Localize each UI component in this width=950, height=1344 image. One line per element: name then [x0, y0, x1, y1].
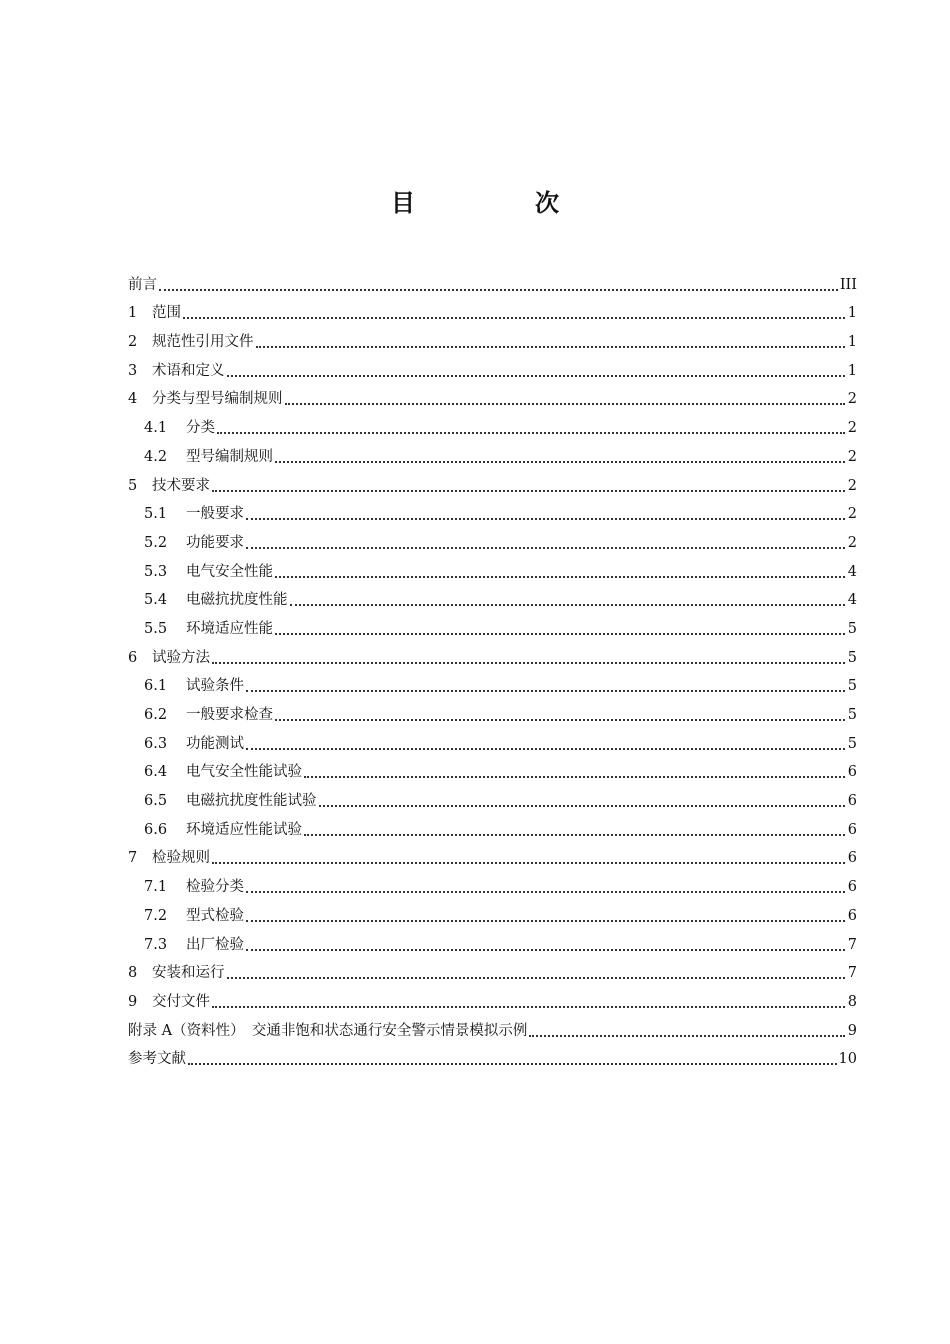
- toc-entry-page: III: [839, 276, 857, 293]
- toc-entry-title: 试验条件: [186, 678, 244, 695]
- toc-entry[interactable]: [128, 438, 857, 467]
- toc-entry-number: 7.1: [144, 879, 168, 896]
- toc-entry-page: 5: [847, 707, 857, 723]
- toc-entry-page: 8: [847, 993, 857, 1010]
- toc-entry-number: 7: [128, 850, 138, 867]
- toc-entry-title: 技术要求: [152, 477, 210, 494]
- toc-entry-page: 6: [847, 907, 857, 924]
- toc-entry-title: 环境适应性能试验: [186, 821, 302, 838]
- toc-entry-title: 一般要求检查: [186, 707, 273, 723]
- toc-entry[interactable]: [128, 582, 857, 611]
- toc-entry-title: 参考文献: [128, 1051, 186, 1068]
- toc-entry[interactable]: [128, 725, 857, 754]
- toc-entry-page: 4: [847, 563, 857, 580]
- toc-dot-leader: [212, 852, 845, 864]
- toc-entry[interactable]: [128, 926, 857, 955]
- toc-entry[interactable]: [128, 266, 857, 295]
- toc-dot-leader: [275, 623, 845, 635]
- toc-dot-leader: [212, 480, 845, 492]
- toc-dot-leader: [212, 652, 845, 664]
- toc-entry[interactable]: [128, 295, 857, 324]
- toc-entry[interactable]: [128, 754, 857, 783]
- toc-entry[interactable]: [128, 553, 857, 582]
- toc-dot-leader: [246, 881, 845, 893]
- toc-dot-leader: [256, 336, 846, 348]
- toc-entry[interactable]: [128, 524, 857, 553]
- toc-dot-leader: [290, 594, 846, 606]
- toc-entry-page: 5: [847, 649, 857, 666]
- toc-entry-title: 范围: [152, 305, 181, 322]
- toc-entry-title: 出厂检验: [186, 936, 244, 953]
- toc-entry-title: 检验分类: [186, 879, 244, 896]
- toc-dot-leader: [212, 996, 845, 1008]
- toc-entry-page: 2: [847, 391, 857, 408]
- toc-entry-page: 6: [847, 821, 857, 838]
- toc-entry[interactable]: [128, 840, 857, 869]
- toc-dot-leader: [246, 508, 845, 520]
- toc-entry-number: 7.2: [144, 907, 168, 924]
- toc-entry-number: 6.3: [144, 735, 168, 752]
- toc-dot-leader: [319, 795, 846, 807]
- toc-entry[interactable]: [128, 1041, 857, 1070]
- toc-entry[interactable]: [128, 610, 857, 639]
- toc-entry-page: 4: [847, 592, 857, 609]
- toc-entry-title: 电磁抗扰度性能: [186, 592, 288, 609]
- toc-dot-leader: [246, 939, 845, 951]
- toc-entry-number: 2: [128, 334, 138, 351]
- toc-entry-number: 6.6: [144, 821, 168, 838]
- toc-dot-leader: [183, 307, 845, 319]
- toc-dot-leader: [285, 393, 846, 405]
- toc-dot-leader: [529, 1025, 845, 1037]
- toc-entry-number: 4.1: [144, 420, 168, 437]
- toc-entry[interactable]: [128, 868, 857, 897]
- toc-entry[interactable]: [128, 323, 857, 352]
- toc-list: [128, 266, 857, 1069]
- toc-dot-leader: [246, 537, 845, 549]
- toc-entry-page: 7: [847, 936, 857, 953]
- toc-entry-title: 附录 A（资料性） 交通非饱和状态通行安全警示情景模拟示例: [128, 1022, 528, 1039]
- toc-entry-page: 2: [847, 477, 857, 494]
- toc-entry-page: 1: [847, 305, 857, 322]
- toc-entry-page: 2: [847, 506, 857, 523]
- toc-entry-page: 5: [847, 620, 857, 637]
- toc-dot-leader: [159, 279, 838, 291]
- toc-entry-title: 交付文件: [152, 993, 210, 1010]
- toc-dot-leader: [304, 766, 845, 778]
- toc-entry-number: 1: [128, 305, 138, 322]
- toc-entry[interactable]: [128, 496, 857, 525]
- toc-entry-title: 安装和运行: [152, 965, 225, 982]
- toc-entry-title: 型式检验: [186, 907, 244, 924]
- toc-dot-leader: [304, 824, 845, 836]
- toc-entry[interactable]: [128, 897, 857, 926]
- toc-entry[interactable]: [128, 782, 857, 811]
- toc-entry-number: 5.1: [144, 506, 168, 523]
- toc-title: 目 次: [391, 189, 607, 217]
- toc-entry-page: 5: [847, 735, 857, 752]
- toc-dot-leader: [217, 422, 845, 434]
- toc-dot-leader: [275, 566, 845, 578]
- toc-entry[interactable]: [128, 811, 857, 840]
- toc-entry-title: 检验规则: [152, 850, 210, 867]
- toc-entry-title: 电气安全性能: [186, 563, 273, 580]
- toc-entry-title: 电磁抗扰度性能试验: [186, 793, 317, 810]
- toc-entry[interactable]: [128, 1012, 857, 1041]
- toc-entry-title: 电气安全性能试验: [186, 764, 302, 781]
- toc-entry[interactable]: [128, 409, 857, 438]
- toc-entry-title: 一般要求: [186, 506, 244, 523]
- toc-entry-number: 8: [128, 965, 138, 982]
- toc-entry[interactable]: [128, 955, 857, 984]
- toc-entry[interactable]: [128, 696, 857, 725]
- toc-entry-number: 3: [128, 362, 138, 379]
- toc-entry-number: 6.2: [144, 707, 168, 723]
- toc-entry-title: 术语和定义: [152, 362, 225, 379]
- toc-dot-leader: [275, 709, 845, 721]
- toc-entry-page: 6: [847, 764, 857, 781]
- toc-entry-number: 7.3: [144, 936, 168, 953]
- toc-entry[interactable]: [128, 352, 857, 381]
- toc-dot-leader: [227, 967, 846, 979]
- toc-entry-title: 功能要求: [186, 534, 244, 551]
- toc-entry-page: 9: [847, 1022, 857, 1039]
- toc-dot-leader: [275, 451, 845, 463]
- toc-entry-title: 前言: [128, 276, 157, 293]
- toc-entry-number: 6.1: [144, 678, 168, 695]
- toc-entry-page: 7: [847, 965, 857, 982]
- toc-entry-page: 2: [847, 420, 857, 437]
- toc-entry[interactable]: [128, 639, 857, 668]
- toc-dot-leader: [188, 1053, 837, 1065]
- toc-entry[interactable]: [128, 467, 857, 496]
- toc-entry-title: 试验方法: [152, 649, 210, 666]
- toc-entry[interactable]: [128, 668, 857, 697]
- toc-entry-number: 5.4: [144, 592, 168, 609]
- toc-entry-number: 9: [128, 993, 138, 1010]
- toc-entry-page: 2: [847, 448, 857, 465]
- toc-entry-title: 规范性引用文件: [152, 334, 254, 351]
- toc-entry-number: 5: [128, 477, 138, 494]
- toc-entry-page: 6: [847, 879, 857, 896]
- toc-entry-number: 4: [128, 391, 138, 408]
- toc-entry-title: 环境适应性能: [186, 620, 273, 637]
- toc-dot-leader: [246, 738, 845, 750]
- toc-entry-page: 2: [847, 534, 857, 551]
- toc-entry-page: 1: [847, 334, 857, 351]
- toc-entry[interactable]: [128, 983, 857, 1012]
- toc-entry-page: 5: [847, 678, 857, 695]
- toc-entry-page: 6: [847, 850, 857, 867]
- toc-dot-leader: [246, 680, 845, 692]
- toc-entry-number: 6.5: [144, 793, 168, 810]
- toc-entry-page: 6: [847, 793, 857, 810]
- toc-entry-title: 分类: [186, 420, 215, 437]
- toc-entry-page: 1: [847, 362, 857, 379]
- toc-entry-page: 10: [838, 1051, 857, 1068]
- toc-entry-number: 5.5: [144, 620, 168, 637]
- toc-entry-number: 6.4: [144, 764, 168, 781]
- toc-entry-number: 5.3: [144, 563, 168, 580]
- toc-entry-number: 6: [128, 649, 138, 666]
- toc-dot-leader: [227, 365, 846, 377]
- toc-entry-number: 5.2: [144, 534, 168, 551]
- toc-dot-leader: [246, 910, 845, 922]
- toc-entry-number: 4.2: [144, 448, 168, 465]
- toc-entry-title: 分类与型号编制规则: [152, 391, 283, 408]
- toc-entry[interactable]: [128, 381, 857, 410]
- toc-entry-title: 型号编制规则: [186, 448, 273, 465]
- toc-entry-title: 功能测试: [186, 735, 244, 752]
